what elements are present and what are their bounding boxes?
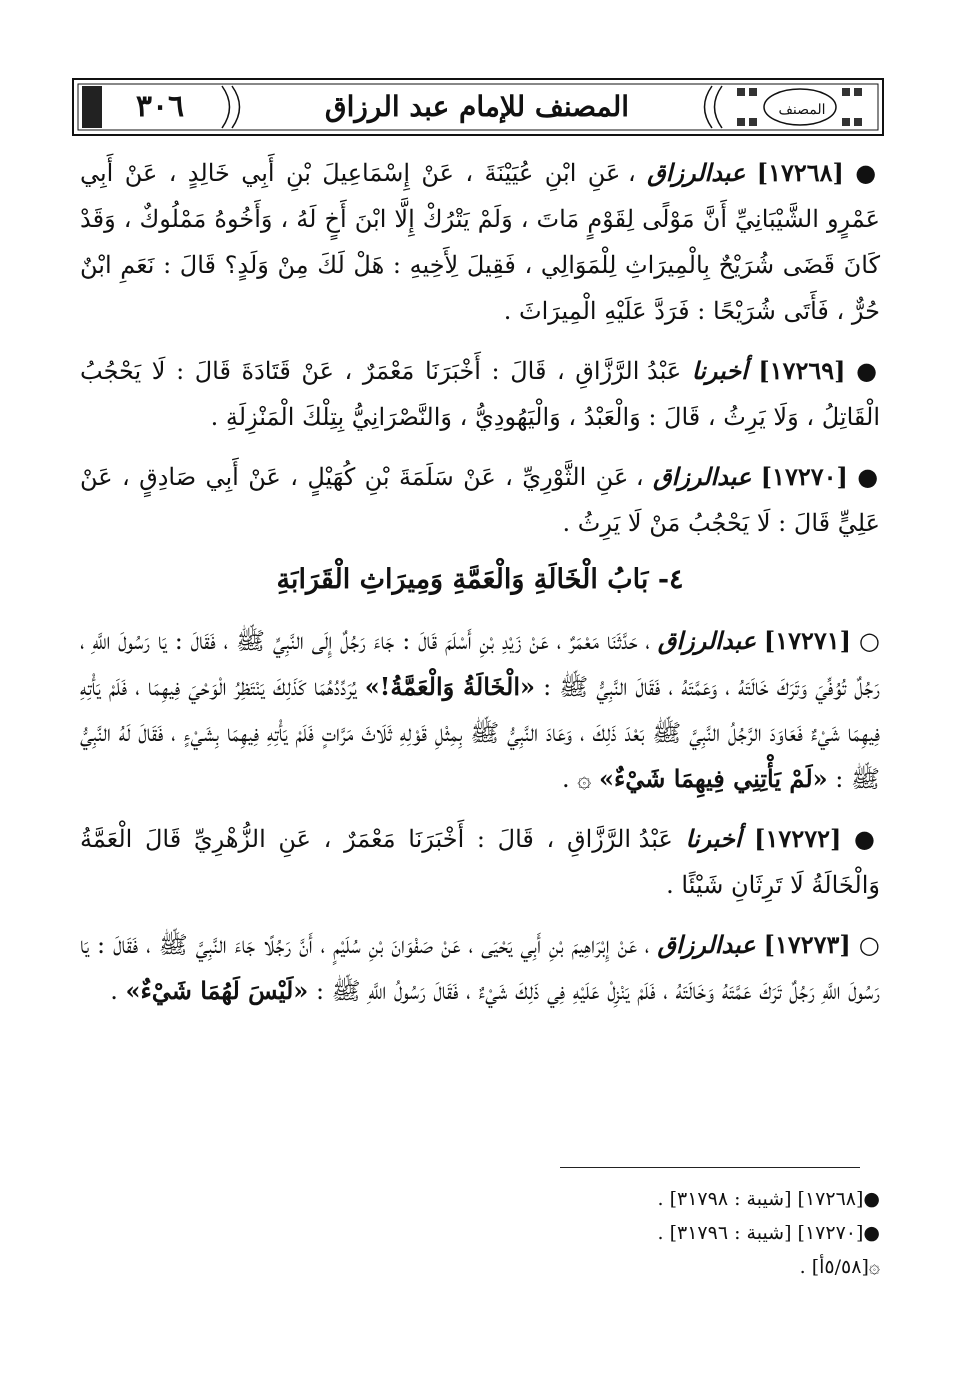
hadith-text: ، عَنْ إِبْرَاهِيمَ بْنِ أَبِي يَحْيَى ، عَنْ صَفْوَانَ بْنِ سُلَيْمٍ ، أَنَّ رَجُلًا جَاءَ النَّبِيَّ ﷺ ، فَقَالَ : يَا رَسُولَ اللَّهِ رَجُلٌ تَرَكَ عَمَّتَهُ وَخَالَتَهُ ، فَلَمْ يَنْزِلْ عَلَيْهِ فِي ذَلِكَ شَيْءٌ ، فَقَالَ رَسُولُ اللَّهِ ﷺ :	[80, 931, 880, 1005]
svg-text:المصنف: المصنف	[778, 102, 826, 118]
hadith-text: ، عَنِ ابْنِ عُيَيْنَةَ ، عَنْ إِسْمَاعِيلَ بْنِ أَبِي خَالِدٍ ، عَنْ أَبِي عَمْرٍو الشَّيْبَانِيِّ أَنَّ مَوْلًى لِقَوْمٍ مَاتَ ، وَلَمْ يَتْرُكْ إِلَّا ابْنَ أَخٍ لَهُ ، وَأَخُوهُ مَمْلُوكٌ ، وَقَدْ كَانَ قَضَى شُرَيْحٌ بِالْمِيرَاثِ لِلْمَوَالِي ، فَقِيلَ لِأَخِيهِ : هَلْ لَكَ مِنْ وَلَدٍ؟ قَالَ : نَعَمِ ابْنٌ حُرٌّ ، فَأَتَى شُرَيْحًا : فَرَدَّ عَلَيْهِ الْمِيرَاثَ .	[80, 159, 880, 325]
book-emblem-icon	[732, 84, 872, 130]
bullet-marker: ●	[854, 825, 880, 853]
hadith-17272	[80, 816, 880, 908]
footnote-divider	[560, 1167, 860, 1168]
hadith-number: [١٧٢٧٠]	[760, 462, 848, 491]
footnote: ۞[٥/٥٨أ] .	[799, 1256, 880, 1278]
hadith-text: ، عَنِ الثَّوْرِيِّ ، عَنْ سَلَمَةَ بْنِ كُهَيْلٍ ، عَنْ أَبِي صَادِقٍ ، عَنْ عَلِيٍّ قَالَ : لَا يَحْجُبُ مَنْ لَا يَرِثُ .	[80, 463, 880, 537]
hadith-17271	[80, 618, 880, 802]
bullet-marker: ●	[855, 159, 880, 187]
hadith-source: أخبرنا	[691, 356, 748, 385]
hadith-source: عبدالرزاق	[657, 930, 756, 959]
hadith-end: .	[110, 977, 118, 1005]
hadith-text-continued: يُرَدِّدُهُمَا كَذَلِكَ يَنْتَظِرُ الْوَحْيَ فِيهِمَا ، فَلَمْ يَأْتِهِ فِيهِمَا شَيْءٌ فَعَاوَدَ الرَّجُلُ النَّبِيَّ ﷺ بَعْدَ ذَلِكَ ، وَعَادَ النَّبِيُّ ﷺ بِمِثْلِ قَوْلِهِ ثَلَاثَ مَرَّاتٍ فَلَمْ يَأْتِهِ فِيهِمَا بِشَيْءٍ ، فَقَالَ لَهُ النَّبِيُّ ﷺ :	[80, 673, 880, 793]
hadith-17273	[80, 922, 880, 1014]
hadith-17268	[80, 150, 880, 334]
hadith-source: عبدالرزاق	[657, 626, 757, 655]
hadith-end: ۞ .	[562, 765, 592, 793]
hadith-number: [١٧٢٦٨]	[756, 158, 844, 187]
footnotes	[80, 1182, 880, 1284]
prophetic-quote: «الْخَالَةُ وَالْعَمَّةُ!»	[364, 672, 535, 701]
hadith-text: ، حَدَّثَنَا مَعْمَرٌ ، عَنْ زَيْدِ بْنِ أَسْلَمَ قَالَ : جَاءَ رَجُلٌ إِلَى النَّبِيِّ ﷺ ، فَقَالَ : يَا رَسُولَ اللَّهِ ، رَجُلٌ تُوُفِّيَ وَتَرَكَ خَالَتَهُ ، وَعَمَّتَهُ ، فَقَالَ النَّبِيُّ ﷺ :	[80, 627, 880, 701]
page-header	[72, 78, 884, 136]
hadith-number: [١٧٢٦٩]	[758, 356, 846, 385]
circle-marker: ○	[858, 627, 880, 655]
page-number: ٣٠٦	[135, 89, 185, 124]
chapter-title: ٤- بَابُ الْخَالَةِ وَالْعَمَّةِ وَمِيرَاثِ الْقَرَابَةِ	[276, 564, 684, 595]
hadith-source: عبدالرزاق	[647, 158, 746, 187]
hadith-text: عَبْدُ الرَّزَّاقِ ، قَالَ : أَخْبَرَنَا مَعْمَرٌ ، عَنِ الزُّهْرِيِّ قَالَ الْعَمَّةُ وَالْخَالَةُ لَا تَرِثَانِ شَيْئًا .	[80, 825, 880, 899]
prophetic-quote: «لَمْ يَأْتِنِي فِيهِمَا شَيْءٌ»	[599, 764, 828, 793]
bullet-marker: ●	[857, 463, 880, 491]
hadith-17269	[80, 348, 880, 440]
hadith-number: [١٧٢٧٣]	[763, 930, 851, 959]
footnote: ●[١٧٢٦٨] [شيبة : ٣١٧٩٨] .	[657, 1188, 880, 1210]
hadith-number: [١٧٢٧٢]	[754, 824, 842, 853]
hadith-text: عَبْدُ الرَّزَّاقِ ، قَالَ : أَخْبَرَنَا مَعْمَرٌ ، عَنْ قَتَادَةَ قَالَ : لَا يَحْجُبُ الْقَاتِلُ ، وَلَا يَرِثُ ، قَالَ : وَالْعَبْدُ ، وَالْيَهُودِيُّ ، وَالنَّصْرَانِيُّ بِتِلْكَ الْمَنْزِلَةِ .	[80, 357, 880, 431]
running-title: المصنف للإمام عبد الرزاق	[324, 90, 630, 123]
hadith-source: عبدالرزاق	[653, 462, 752, 491]
hadith-source: أخبرنا	[685, 824, 742, 853]
hadith-17270	[80, 454, 880, 546]
hadith-number: [١٧٢٧١]	[763, 626, 852, 655]
circle-marker: ○	[858, 931, 881, 959]
prophetic-quote: «لَيْسَ لَهُمَا شَيْءٌ»	[125, 976, 309, 1005]
page-body	[80, 150, 880, 1028]
footnote: ●[١٧٢٧٠] [شيبة : ٣١٧٩٦] .	[657, 1222, 880, 1244]
bullet-marker: ●	[856, 357, 880, 385]
